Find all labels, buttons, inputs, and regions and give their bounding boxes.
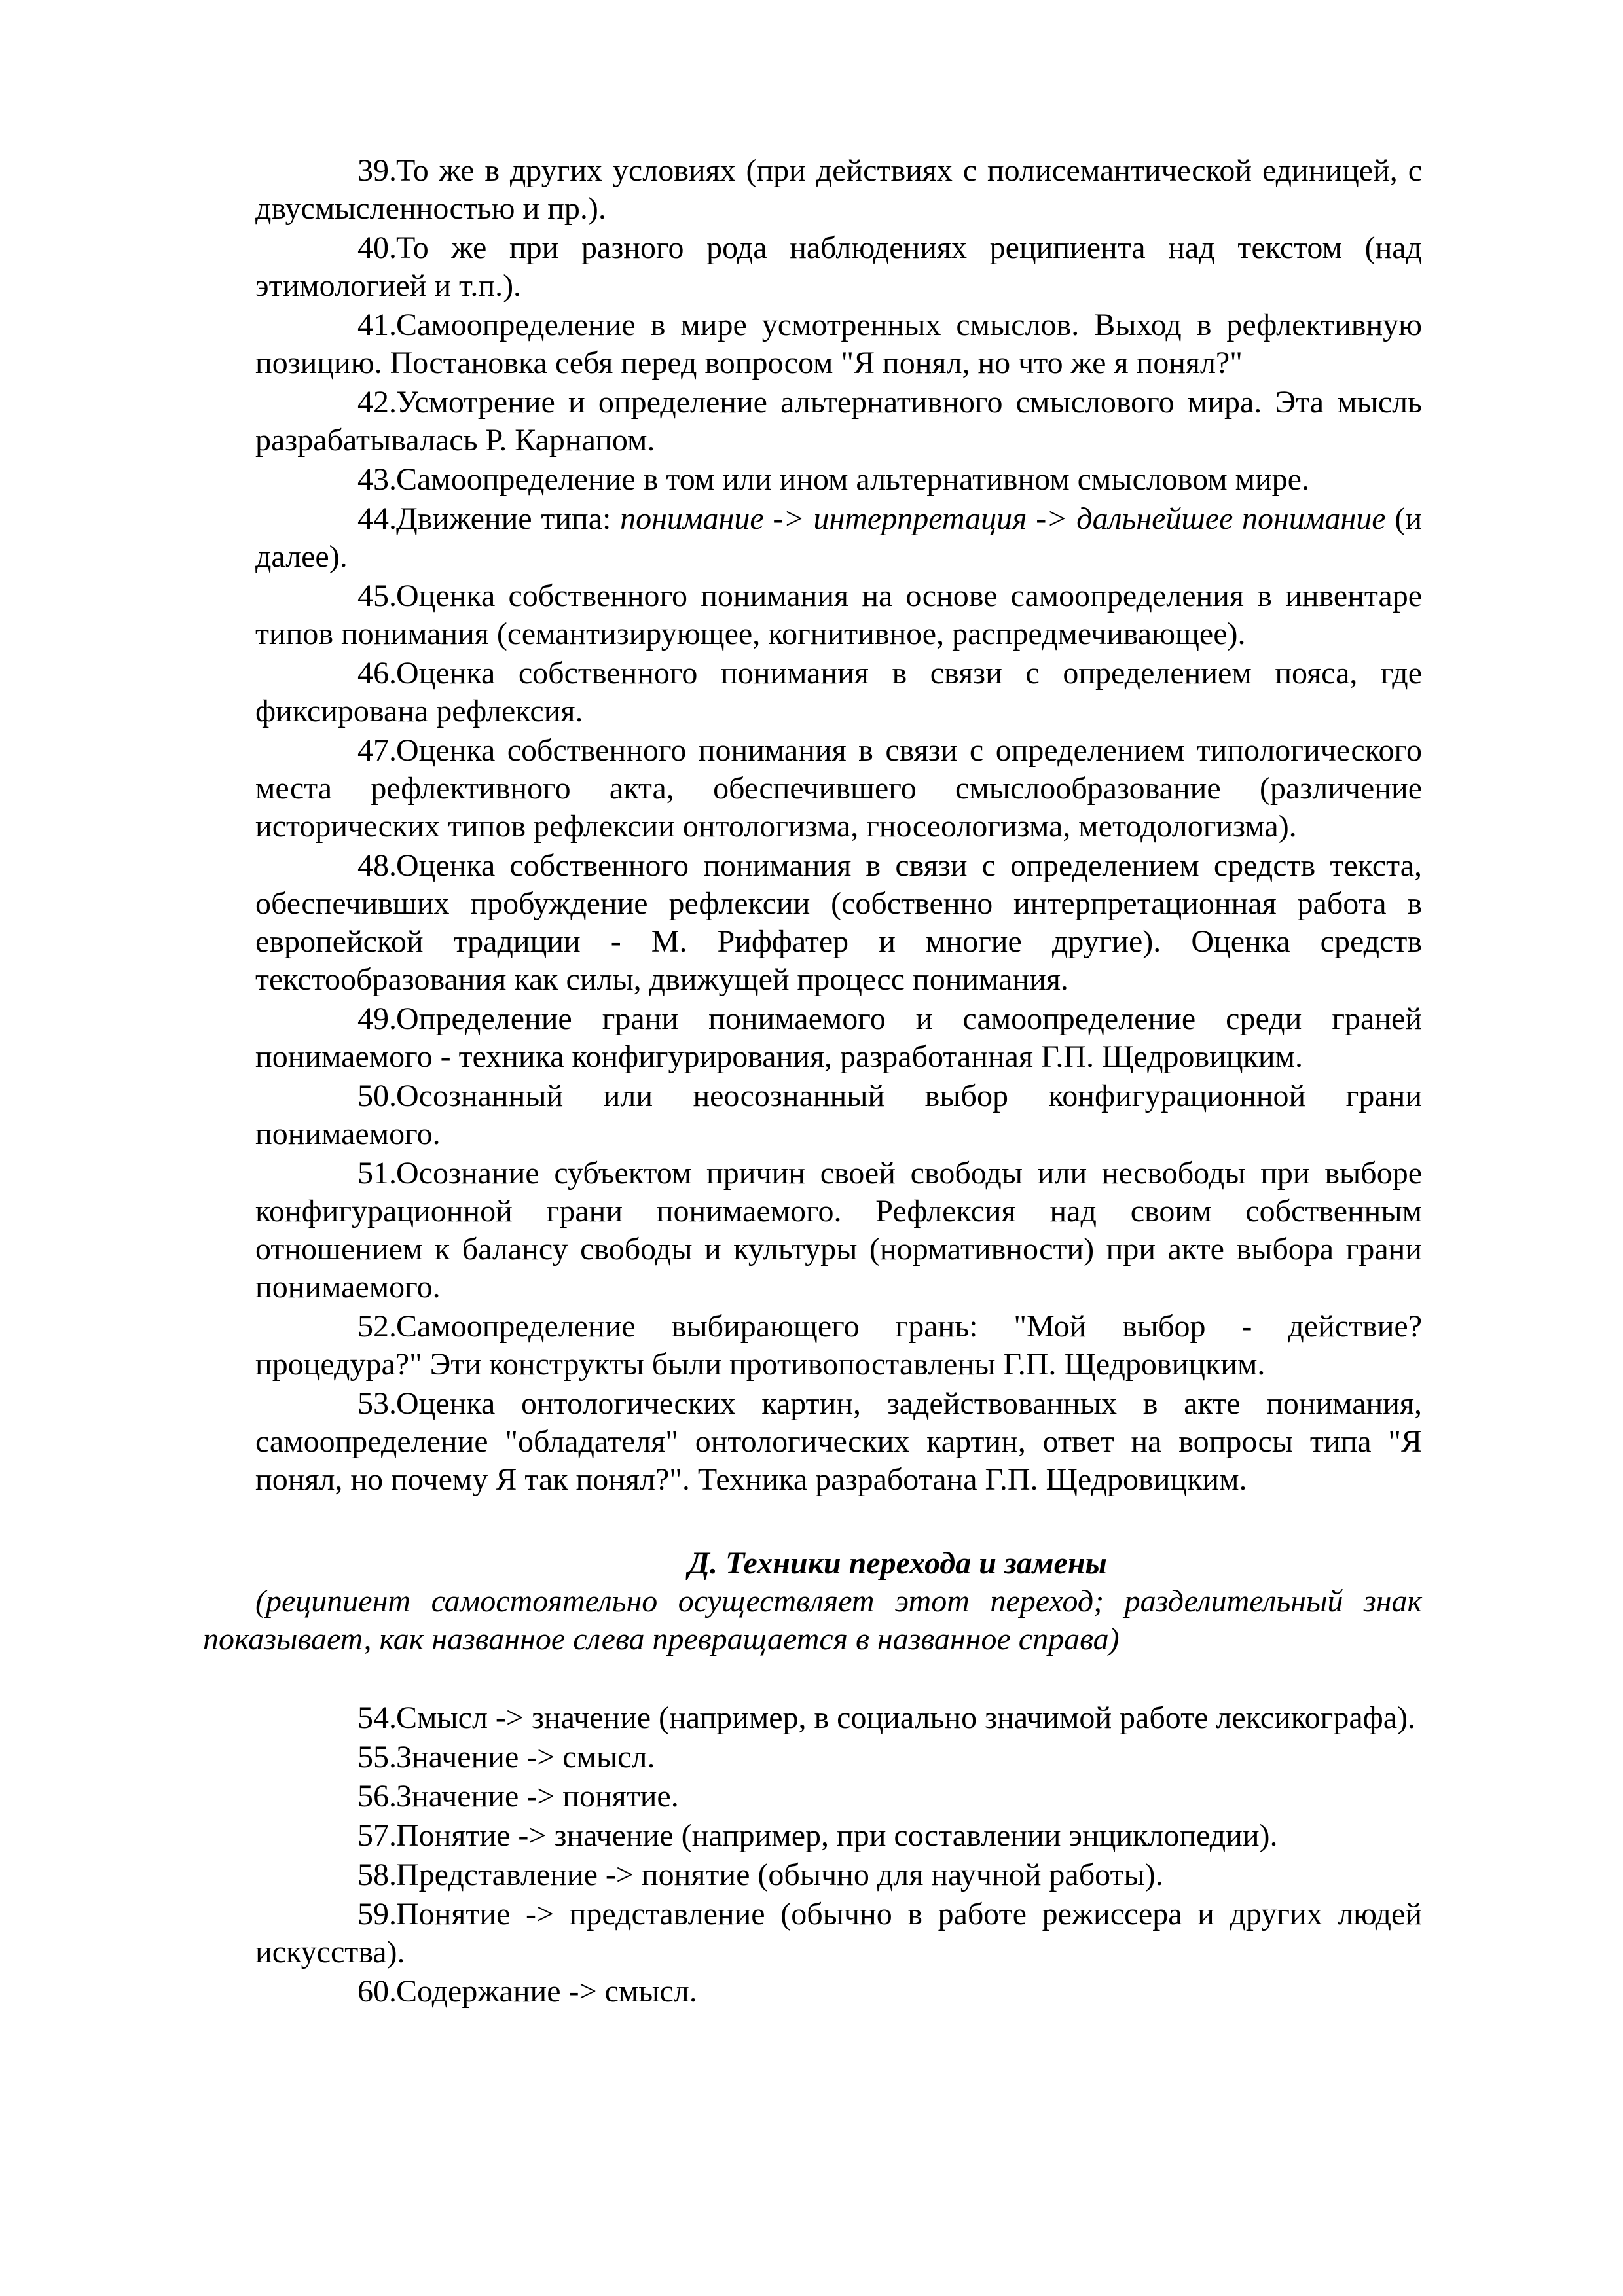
item-text: То же при разного рода наблюдениях реципиента над текстом (над этимологией и т.п.).: [255, 230, 1422, 303]
item-number: 42 .: [357, 384, 396, 422]
item-number: 52 .: [357, 1308, 396, 1346]
item-text: Самоопределение выбирающего грань: "Мой выбор - действие? процедура?" Эти конструкты были противопоставлены Г.П. Щедровицким.: [255, 1309, 1422, 1382]
list-item: [255, 1077, 1422, 1153]
item-number: 50 .: [357, 1077, 396, 1115]
list-item: [255, 1699, 1422, 1737]
item-number: 45 .: [357, 577, 396, 615]
item-number: 44 .: [357, 500, 396, 538]
item-text-tail: (и далее).: [255, 501, 1423, 574]
item-number: 43 .: [357, 461, 396, 499]
item-text: Оценка онтологических картин, задействованных в акте понимания, самоопределение "обладателя" онтологических картин, ответ на вопросы типа "Я понял, но почему Я так понял?". Техника разработана Г.П. Щедровицким.: [255, 1386, 1422, 1497]
list-item: [255, 732, 1422, 846]
list-item: [255, 500, 1422, 576]
item-number: 58 .: [357, 1856, 396, 1894]
item-number: 49 .: [357, 1000, 396, 1038]
list-item: [255, 577, 1422, 653]
item-text: Усмотрение и определение альтернативного смыслового мира. Эта мысль разрабатывалась Р. Карнапом.: [255, 385, 1422, 457]
item-number: 40 .: [357, 229, 396, 267]
list-item: [255, 306, 1422, 382]
list-item: [255, 847, 1422, 999]
item-text: [255, 501, 1422, 574]
item-text: Осознание субъектом причин своей свободы или несвободы при выборе конфигурационной грани понимаемого. Рефлексия над своим собственным отношением к балансу свободы и культуры (нормативности) при акте выбора грани понимаемого.: [255, 1156, 1422, 1304]
list-item: [255, 384, 1422, 459]
item-number: 57 .: [357, 1817, 396, 1855]
list-item: [255, 1738, 1422, 1776]
item-number: 41 .: [357, 306, 396, 344]
section-title: Д. Техники перехода и замены: [688, 1546, 1107, 1581]
item-text: То же в других условиях (при действиях с полисемантической единицей, с двусмысленностью и пр.).: [255, 153, 1422, 226]
item-number: 46 .: [357, 655, 396, 692]
item-text-lead: Движение типа:: [396, 501, 621, 536]
item-number: 60 .: [357, 1973, 396, 2011]
list-item: [255, 655, 1422, 730]
list-item: [255, 1973, 1422, 2011]
list-item: [255, 1817, 1422, 1855]
list-item: [255, 1895, 1422, 1971]
list-item: [255, 1778, 1422, 1816]
list-item: [255, 152, 1422, 228]
list-item: [255, 1856, 1422, 1894]
item-text: Содержание -> смысл.: [396, 1974, 697, 2009]
item-text: Самоопределение в том или ином альтернативном смысловом мире.: [396, 462, 1309, 497]
item-number: 47 .: [357, 732, 396, 770]
item-text: Понятие -> представление (обычно в работе режиссера и других людей искусства).: [255, 1897, 1422, 1969]
item-text-italic: понимание -> интерпретация -> дальнейшее понимание: [620, 501, 1386, 536]
list-item: [255, 1155, 1422, 1306]
item-text: Определение грани понимаемого и самоопределение среди граней понимаемого - техника конфигурирования, разработанная Г.П. Щедровицким.: [255, 1001, 1422, 1074]
item-text: Значение -> смысл.: [396, 1740, 655, 1774]
item-number: 39 .: [357, 152, 396, 190]
page-content: [203, 152, 1423, 2012]
item-number: 54 .: [357, 1699, 396, 1737]
item-text: Оценка собственного понимания в связи с определением пояса, где фиксирована рефлексия.: [255, 656, 1422, 728]
section-subtitle: (реципиент самостоятельно осуществляет этот переход; разделительный знак показывает, как названное слева превращается в названное справа): [203, 1584, 1422, 1657]
item-text: Оценка собственного понимания на основе самоопределения в инвентаре типов понимания (семантизирующее, когнитивное, распредмечивающее).: [255, 579, 1422, 651]
item-text: Представление -> понятие (обычно для научной работы).: [396, 1857, 1163, 1892]
item-text: Оценка собственного понимания в связи с определением типологического места рефлективного акта, обеспечившего смыслообразование (различение исторических типов рефлексии онтологизма, гносеологизма, методологизма).: [255, 733, 1422, 844]
item-number: 59 .: [357, 1895, 396, 1933]
item-text: Самоопределение в мире усмотренных смыслов. Выход в рефлективную позицию. Постановка себя перед вопросом "Я понял, но что же я понял?": [255, 308, 1422, 380]
item-number: 53 .: [357, 1385, 396, 1423]
list-item: [255, 229, 1422, 305]
list-item: [255, 1308, 1422, 1384]
item-text: Осознанный или неосознанный выбор конфигурационной грани понимаемого.: [255, 1079, 1422, 1151]
list-item: [255, 461, 1422, 499]
list-item: [255, 1385, 1422, 1499]
item-number: 51 .: [357, 1155, 396, 1193]
item-text: Смысл -> значение (например, в социально значимой работе лексикографа).: [396, 1700, 1416, 1735]
item-number: 56 .: [357, 1778, 396, 1816]
item-text: Понятие -> значение (например, при составлении энциклопедии).: [396, 1818, 1278, 1853]
item-text: Значение -> понятие.: [396, 1779, 679, 1814]
item-text: Оценка собственного понимания в связи с определением средств текста, обеспечивших пробуждение рефлексии (собственно интерпретационная работа в европейской традиции - М. Риффатер и многие другие). Оценка средств текстообразования как силы, движущей процесс понимания.: [255, 848, 1422, 997]
item-number: 55 .: [357, 1738, 396, 1776]
item-number: 48 .: [357, 847, 396, 885]
list-item: [255, 1000, 1422, 1076]
